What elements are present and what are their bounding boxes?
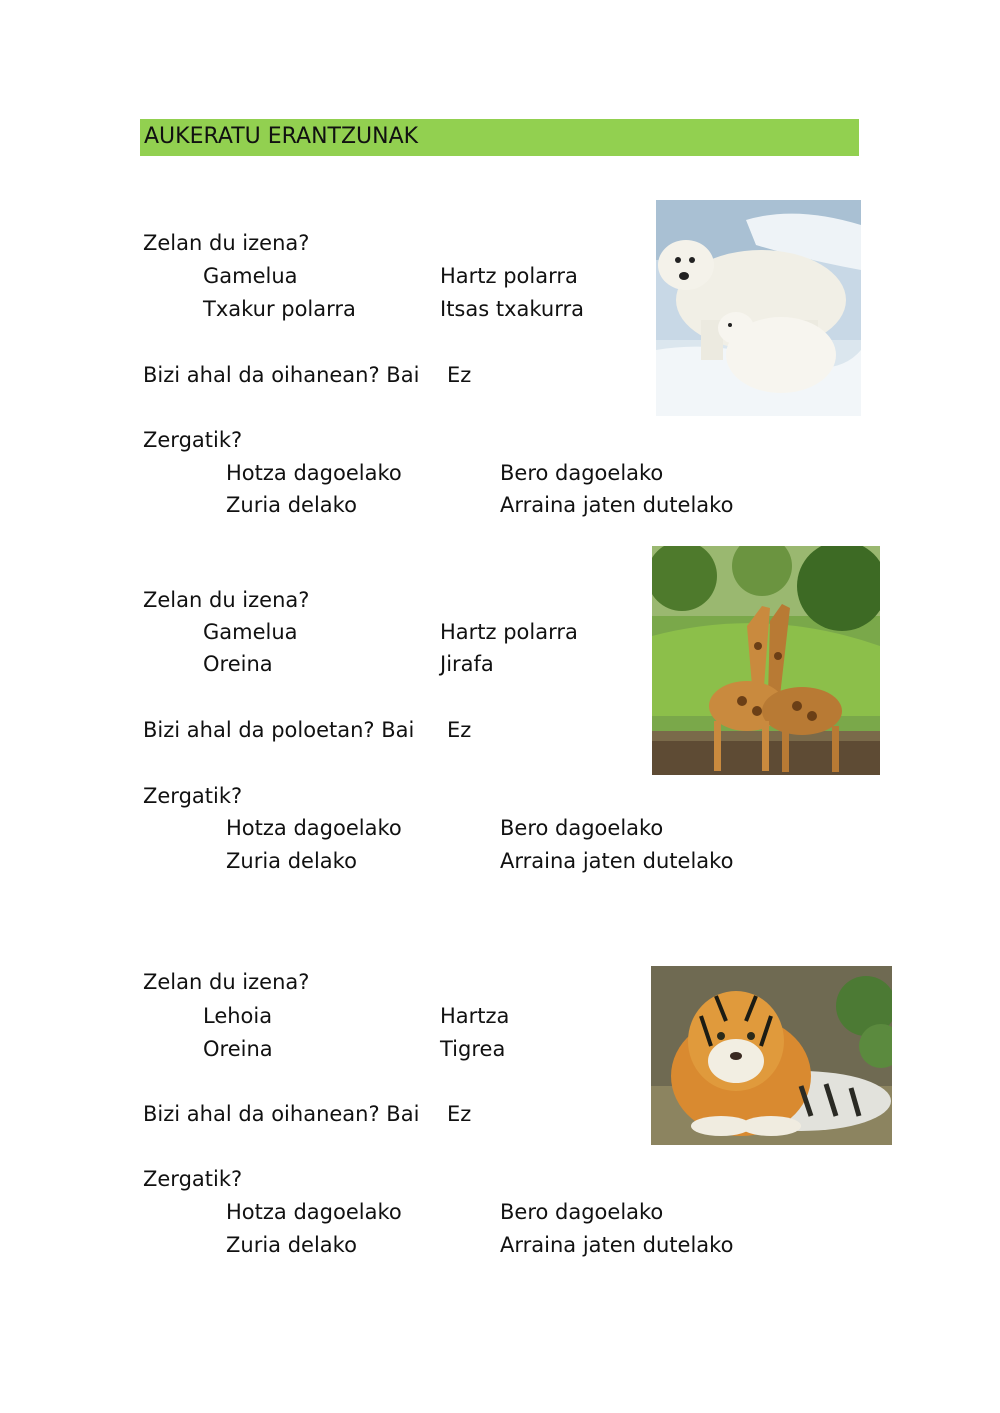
option-4[interactable]: Jirafa [440,652,494,676]
option-1[interactable]: Gamelua [203,264,298,288]
title-banner [140,119,859,156]
reason-3[interactable]: Zuria delako [226,1233,357,1257]
question-name: Zelan du izena? [143,970,310,994]
reason-1[interactable]: Hotza dagoelako [226,1200,402,1224]
option-2[interactable]: Hartza [440,1004,510,1028]
page-title: AUKERATU ERANTZUNAK [144,124,419,149]
reason-4[interactable]: Arraina jaten dutelako [500,493,734,517]
option-2[interactable]: Hartz polarra [440,264,578,288]
answer-no[interactable]: Ez [447,1102,472,1126]
giraffe-photo [652,546,880,775]
question-live-yes[interactable]: Bizi ahal da oihanean? Bai [143,1102,420,1126]
question-why: Zergatik? [143,428,243,452]
reason-4[interactable]: Arraina jaten dutelako [500,849,734,873]
option-3[interactable]: Txakur polarra [203,297,356,321]
option-4[interactable]: Itsas txakurra [440,297,584,321]
reason-2[interactable]: Bero dagoelako [500,1200,664,1224]
option-1[interactable]: Gamelua [203,620,298,644]
option-3[interactable]: Oreina [203,1037,273,1061]
reason-4[interactable]: Arraina jaten dutelako [500,1233,734,1257]
reason-3[interactable]: Zuria delako [226,493,357,517]
tiger-photo [651,966,892,1145]
answer-no[interactable]: Ez [447,363,472,387]
question-live-yes[interactable]: Bizi ahal da oihanean? Bai [143,363,420,387]
reason-1[interactable]: Hotza dagoelako [226,461,402,485]
option-2[interactable]: Hartz polarra [440,620,578,644]
answer-no[interactable]: Ez [447,718,472,742]
option-4[interactable]: Tigrea [440,1037,506,1061]
reason-2[interactable]: Bero dagoelako [500,816,664,840]
polar-bear-photo [656,200,861,416]
reason-1[interactable]: Hotza dagoelako [226,816,402,840]
question-why: Zergatik? [143,1167,243,1191]
question-name: Zelan du izena? [143,231,310,255]
question-why: Zergatik? [143,784,243,808]
option-3[interactable]: Oreina [203,652,273,676]
question-name: Zelan du izena? [143,588,310,612]
option-1[interactable]: Lehoia [203,1004,273,1028]
reason-3[interactable]: Zuria delako [226,849,357,873]
question-live-yes[interactable]: Bizi ahal da poloetan? Bai [143,718,415,742]
reason-2[interactable]: Bero dagoelako [500,461,664,485]
